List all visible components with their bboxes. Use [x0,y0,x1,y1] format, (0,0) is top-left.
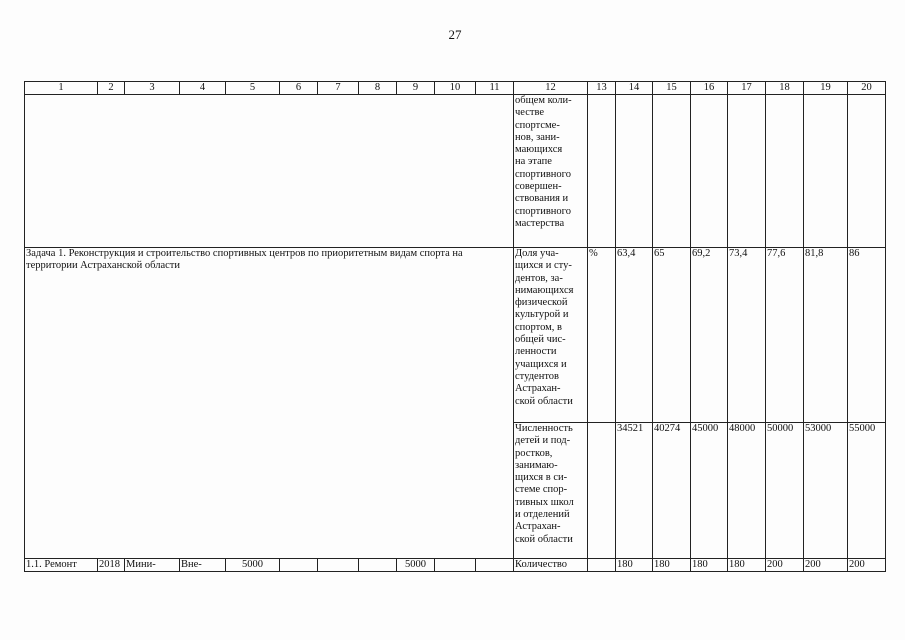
table-row-task-1 [25,248,886,423]
value-cell: 200 [848,559,886,572]
col-header: 19 [804,82,848,95]
page-number: 27 [448,27,462,42]
event-name: 1.1. Ремонт [25,559,98,572]
empty-merged-cell [25,95,514,248]
value-cell: 50000 [766,423,804,559]
value-cell: 180 [728,559,766,572]
col-header: 18 [766,82,804,95]
indicator-line: физической [515,297,568,309]
event-col9-value: 5000 [397,559,435,572]
event-source: Вне- [180,559,226,572]
table-row-continuation [25,95,886,248]
value-cell: 180 [691,559,728,572]
indicator-line: Доля уча- [515,248,559,259]
indicator-line: Численность [515,423,573,434]
indicator-line: спортивного [515,205,571,217]
col-header: 3 [125,82,180,95]
col-header: 7 [318,82,359,95]
col-header: 12 [514,82,588,95]
col-header: 13 [588,82,616,95]
value-cell: 55000 [848,423,886,559]
value-cell: 77,6 [766,248,804,423]
indicator-line: детей и под- [515,435,571,447]
col-header: 4 [180,82,226,95]
col-header: 10 [435,82,476,95]
indicator-cell [514,248,588,423]
col-header: 14 [616,82,653,95]
value-cell: 73,4 [728,248,766,423]
unit-cell: % [588,248,616,423]
indicator-line: занимаю- [515,459,558,471]
col-header: 20 [848,82,886,95]
col-header: 8 [359,82,397,95]
column-number-row [25,82,886,95]
value-cell: 200 [766,559,804,572]
indicator-line: щихся в си- [515,472,568,484]
value-cell: 34521 [616,423,653,559]
indicator-line: дентов, за- [515,272,563,284]
indicator-line: на этапе [515,156,552,168]
event-executor: Мини- [125,559,180,572]
indicator-line: спортсме- [515,119,560,131]
indicator-line: ростков, [515,447,553,459]
indicator-line: мающихся [515,144,563,156]
col-header: 16 [691,82,728,95]
col-header: 17 [728,82,766,95]
value-cell: 65 [653,248,691,423]
col-header: 11 [476,82,514,95]
value-cell: 63,4 [616,248,653,423]
indicator-line: стеме спор- [515,484,568,496]
indicator-line: спортом, в [515,321,562,333]
event-year: 2018 [98,559,125,572]
indicator-line: нимающихся [515,284,574,296]
indicator-line: и отделений [515,509,570,521]
indicator-line: ской области [515,395,573,407]
indicator-line: Астрахан- [515,383,561,395]
col-header: 6 [280,82,318,95]
value-cell: 45000 [691,423,728,559]
event-indicator: Количество [514,559,588,572]
task-title: Задача 1. Реконструкция и строительство спортивных центров по приоритетным видам спорта на территории Астраханской области [25,248,514,559]
indicator-line: честве [515,107,545,119]
indicator-line: спортивного [515,168,571,180]
indicator-line: ленности [515,346,557,358]
event-total: 5000 [226,559,280,572]
value-cell: 81,8 [804,248,848,423]
indicator-line: Астрахан- [515,521,561,533]
col-header: 2 [98,82,125,95]
indicator-line: студентов [515,370,559,382]
indicator-cell [514,423,588,559]
value-cell: 40274 [653,423,691,559]
value-cell: 180 [653,559,691,572]
indicator-line: тивных школ [515,496,574,508]
col-header: 15 [653,82,691,95]
indicator-line: ской области [515,533,573,545]
value-cell: 53000 [804,423,848,559]
indicator-line: общей чис- [515,334,566,346]
value-cell: 200 [804,559,848,572]
table-row-event-1-1 [25,559,886,572]
value-cell: 180 [616,559,653,572]
indicators-table [24,81,886,572]
col-header: 9 [397,82,435,95]
value-cell: 86 [848,248,886,423]
indicator-line: ствования и [515,193,569,205]
col-header: 1 [25,82,98,95]
indicator-line: учащихся и [515,358,567,370]
indicator-cell [514,95,588,248]
value-cell: 69,2 [691,248,728,423]
indicator-line: щихся и сту- [515,260,572,272]
indicator-line: мастерства [515,217,565,229]
col-header: 5 [226,82,280,95]
indicator-line: нов, зани- [515,131,560,143]
indicator-line: культурой и [515,309,569,321]
value-cell: 48000 [728,423,766,559]
indicator-line: совершен- [515,181,562,193]
indicator-line: общем коли- [515,95,572,106]
